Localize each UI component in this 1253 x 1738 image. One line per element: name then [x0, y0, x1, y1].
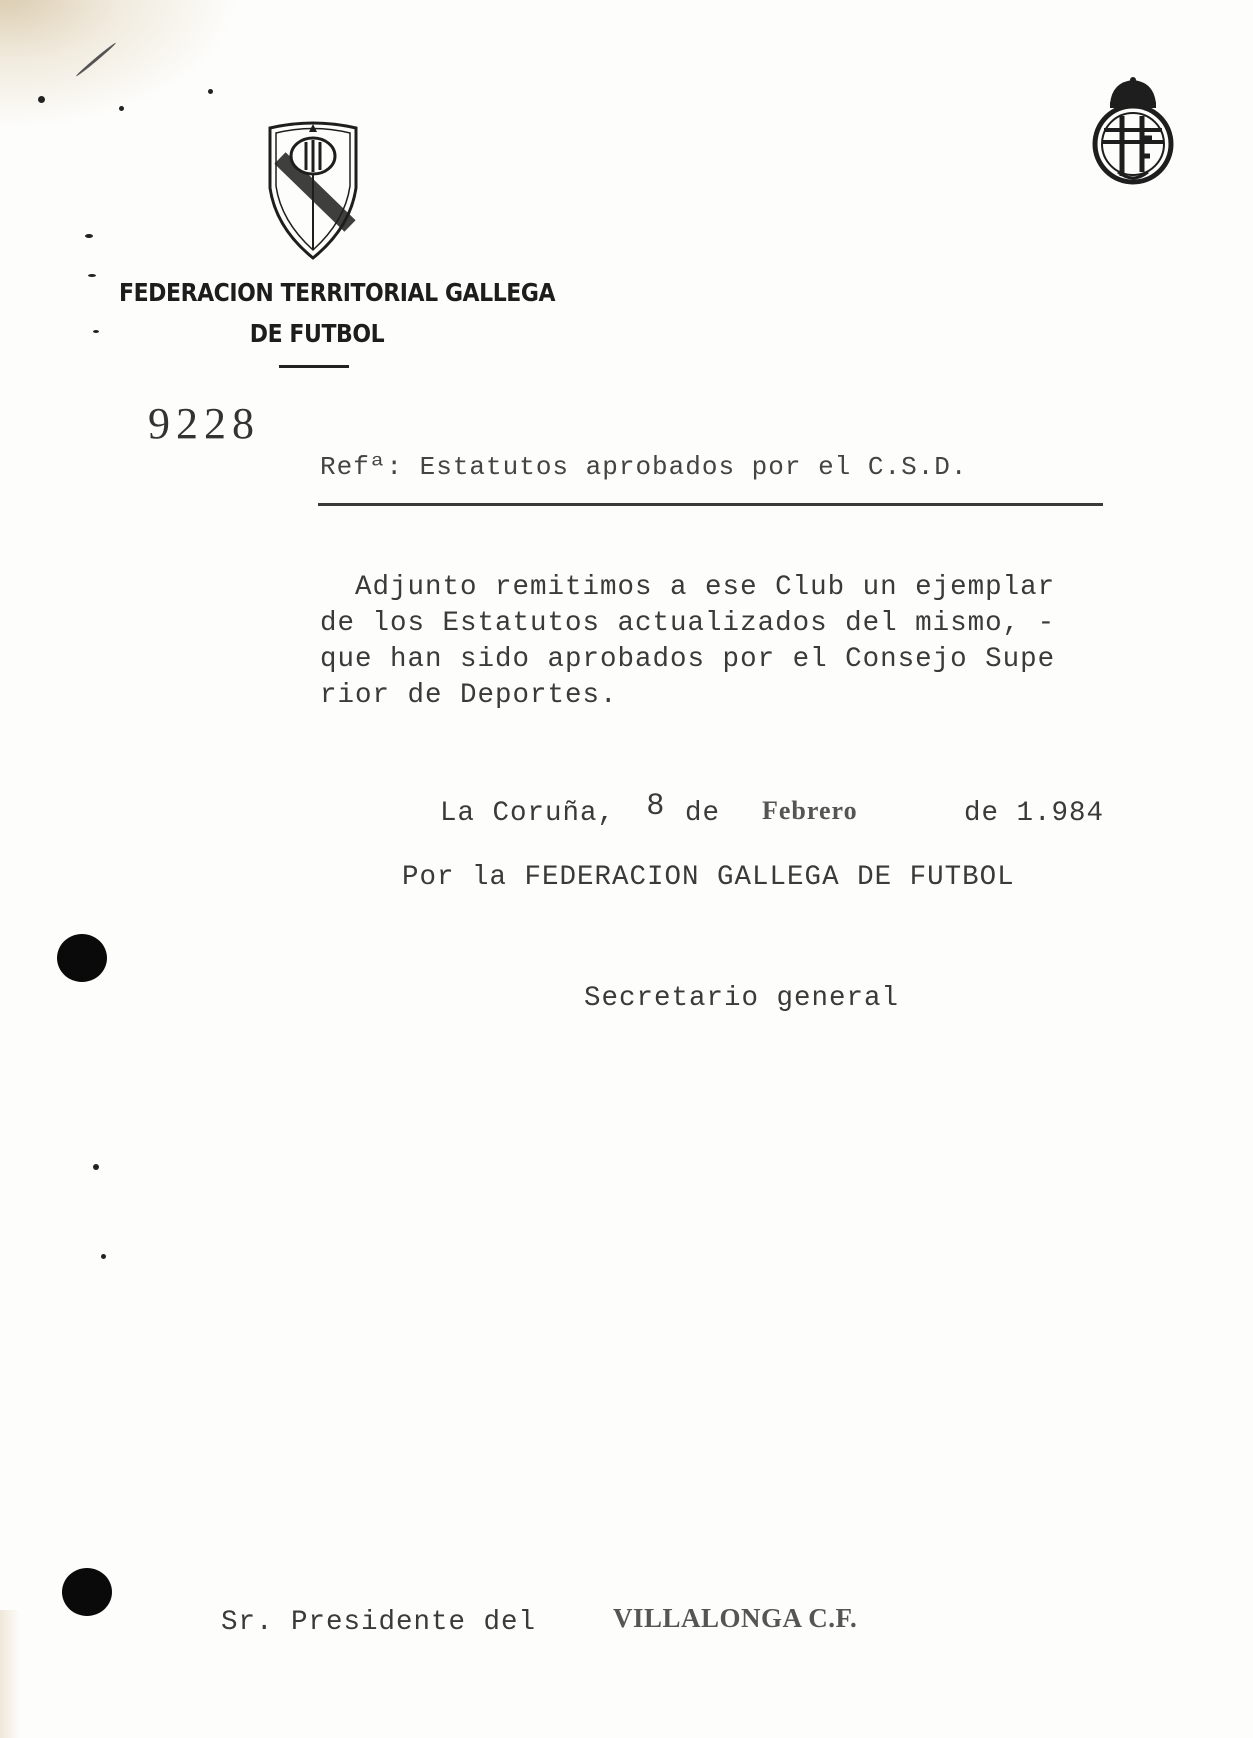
body-line: de los Estatutos actualizados del mismo, - — [320, 608, 1056, 639]
ink-speck — [208, 89, 213, 94]
reference-line: Refª: Estatutos aprobados por el C.S.D. — [320, 452, 968, 482]
body-line: rior de Deportes. — [320, 680, 618, 711]
letterhead — [92, 272, 556, 354]
letterhead-line-2: DE FUTBOL — [249, 319, 385, 348]
signoff-line: Por la FEDERACION GALLEGA DE FUTBOL — [402, 862, 1015, 893]
date-day: 8 — [647, 788, 665, 821]
letterhead-line-1: FEDERACION TERRITORIAL GALLEGA — [119, 278, 556, 307]
recipient-label: Sr. Presidente del — [221, 1607, 537, 1638]
recipient-club: VILLALONGA C.F. — [613, 1603, 858, 1633]
body-line: Adjunto remitimos a ese Club un ejemplar — [320, 572, 1056, 603]
body-line: que han sido aprobados por el Consejo Supe — [320, 644, 1056, 675]
date-connector: de — [685, 798, 721, 829]
letter-body — [320, 570, 1180, 714]
letterhead-divider — [279, 365, 349, 368]
ink-speck — [101, 1254, 106, 1259]
date-place: La Coruña, — [440, 798, 616, 829]
punch-hole — [57, 934, 107, 982]
rfef-crest-logo — [1090, 76, 1176, 190]
punch-hole — [62, 1568, 112, 1616]
ink-speck — [119, 106, 124, 111]
ink-speck — [88, 274, 96, 277]
paper-stain-bottom — [0, 1610, 20, 1738]
ink-speck — [85, 234, 93, 238]
date-month: Febrero — [762, 796, 858, 825]
ink-speck — [93, 1164, 99, 1170]
federation-shield-logo — [266, 118, 360, 262]
date-year: de 1.984 — [964, 798, 1105, 829]
ink-speck — [93, 330, 99, 333]
ink-speck — [38, 96, 45, 103]
document-number: 9228 — [148, 399, 260, 448]
signature-title: Secretario general — [584, 983, 900, 1014]
reference-underline — [318, 503, 1103, 506]
